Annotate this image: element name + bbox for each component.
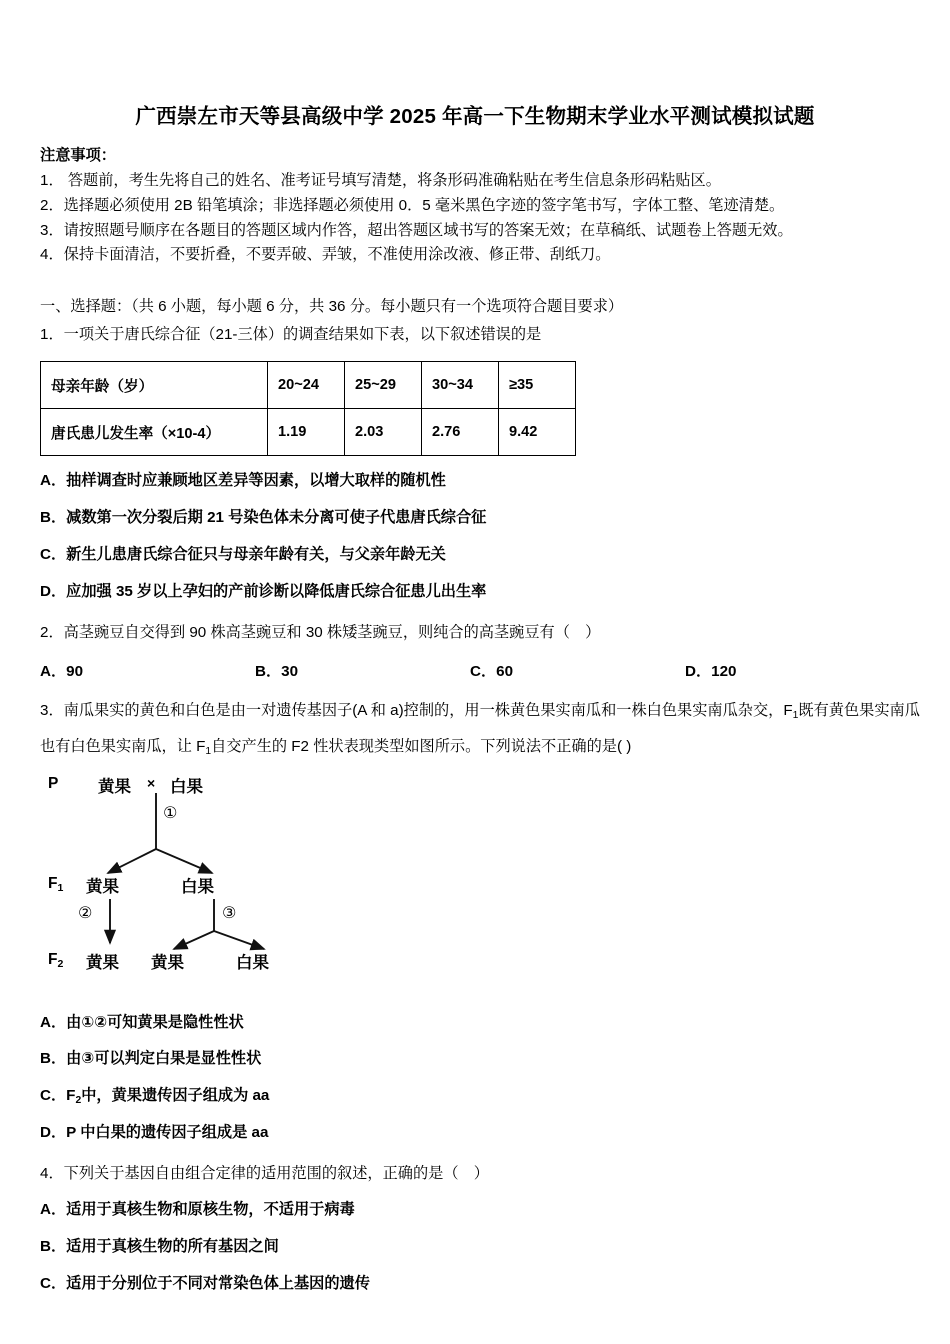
question-3-number: 3． <box>40 702 64 720</box>
table-cell: ≥35 <box>499 362 576 409</box>
question-3-sub-1: 1 <box>792 710 799 722</box>
question-2-options <box>40 660 920 681</box>
table-cell: 9.42 <box>499 409 576 456</box>
question-3-text-line1a: 南瓜果实的黄色和白色是由一对遗传基因子(A 和 a)控制的，用一株黄色果实南瓜和一株白色果实南瓜杂交，F <box>63 702 793 720</box>
question-3-option-b: B．由③可以判定白果是显性性状 <box>40 1050 262 1068</box>
notice-item: 1． 答题前，考生先将自己的姓名、准考证号填写清楚，将条形码准确粘贴在考生信息条形码粘贴区。 <box>40 172 721 190</box>
table-row-label: 唐氏患儿发生率（×10-4） <box>41 409 268 456</box>
f2-yellow-fruit-label-left: 黄果 <box>86 953 119 972</box>
question-2-option-d: D．120 <box>685 663 737 681</box>
generation-label-p: P <box>48 774 59 792</box>
notice-item: 3．请按照题号顺序在各题目的答题区域内作答，超出答题区域书写的答案无效；在草稿纸、试题卷上答题无效。 <box>40 221 793 239</box>
genetic-cross-diagram <box>46 771 406 986</box>
notice-heading: 注意事项： <box>40 146 116 164</box>
question-4-option-b: B．适用于真核生物的所有基因之间 <box>40 1238 279 1256</box>
notice-block <box>0 144 950 268</box>
f2-white-fruit-label: 白果 <box>236 953 269 972</box>
question-1-option-a: A．抽样调查时应兼顾地区差异等因素，以增大取样的随机性 <box>40 472 446 490</box>
question-3-option-d: D．P 中白果的遗传因子组成是 aa <box>40 1123 269 1141</box>
table-cell: 25~29 <box>345 362 422 409</box>
step-1-circled-number: ① <box>163 804 178 822</box>
page-title: 广西崇左市天等县高级中学 2025 年高一下生物期末学业水平测试模拟试题 <box>135 105 815 128</box>
section-heading: 一、选择题：（共 6 小题，每小题 6 分，共 36 分。每小题只有一个选项符合题目要求） <box>40 297 624 315</box>
table-cell: 2.03 <box>345 409 422 456</box>
question-3-option-c-sub: 2 <box>75 1095 82 1107</box>
question-2-option-a: A．90 <box>40 663 84 681</box>
question-4-text: 下列关于基因自由组合定律的适用范围的叙述，正确的是（ ） <box>63 1164 489 1182</box>
question-1-number: 1． <box>40 326 64 344</box>
notice-item: 4．保持卡面清洁，不要折叠，不要弄破、弄皱，不准使用涂改液、修正带、刮纸刀。 <box>40 246 611 264</box>
question-4-option-a: A．适用于真核生物和原核生物，不适用于病毒 <box>40 1201 355 1219</box>
question-1-stem <box>40 323 920 347</box>
question-2-option-b: B．30 <box>255 663 299 681</box>
cross-symbol: × <box>147 774 156 791</box>
f2-yellow-fruit-label-mid: 黄果 <box>151 953 184 972</box>
table-row <box>41 362 576 409</box>
step-3-circled-number: ③ <box>222 904 237 922</box>
question-3-option-c-prefix: C．F <box>40 1087 76 1105</box>
f1-white-fruit-label: 白果 <box>181 877 214 896</box>
generation-label-f2: $F_2$ <box>48 950 64 970</box>
question-3-option-a: A．由①②可知黄果是隐性性状 <box>40 1013 244 1031</box>
question-3-option-c <box>40 1085 920 1108</box>
questions-content <box>0 295 950 1296</box>
question-3-stem <box>40 693 920 764</box>
question-2-stem <box>40 621 920 645</box>
p-yellow-fruit-label: 黄果 <box>98 777 131 796</box>
f1-yellow-fruit-label: 黄果 <box>86 877 119 896</box>
question-3-option-c-suffix: 中，黄果遗传因子组成为 aa <box>81 1087 270 1105</box>
p-white-fruit-label: 白果 <box>170 777 203 796</box>
question-2-number: 2． <box>40 623 64 641</box>
downs-syndrome-data-table <box>40 361 576 456</box>
question-2-option-c: C．60 <box>470 663 514 681</box>
question-2-text: 高茎豌豆自交得到 90 株高茎豌豆和 30 株矮茎豌豆，则纯合的高茎豌豆有（ ） <box>63 623 601 641</box>
table-row <box>41 409 576 456</box>
table-cell: 30~34 <box>422 362 499 409</box>
question-3-text-line2b: 自交产生的 F2 性状表现类型如图所示。下列说法不正确的是( ) <box>211 737 632 755</box>
table-cell: 1.19 <box>268 409 345 456</box>
question-4-option-c: C．适用于分别位于不同对常染色体上基因的遗传 <box>40 1274 370 1292</box>
generation-label-f1: $F_1$ <box>48 874 64 894</box>
question-4-stem <box>40 1162 920 1186</box>
question-1-option-c: C．新生儿患唐氏综合征只与母亲年龄有关，与父亲年龄无关 <box>40 545 446 563</box>
question-1-option-b: B．减数第一次分裂后期 21 号染色体未分离可使子代患唐氏综合征 <box>40 509 487 527</box>
notice-item: 2．选择题必须使用 2B 铅笔填涂；非选择题必须使用 0．5 毫米黑色字迹的签字笔书写，字体工整、笔迹清楚。 <box>40 196 785 214</box>
question-1-option-d: D．应加强 35 岁以上孕妇的产前诊断以降低唐氏综合征患儿出生率 <box>40 582 487 600</box>
step-2-circled-number: ② <box>78 904 93 922</box>
question-1-text: 一项关于唐氏综合征（21-三体）的调查结果如下表，以下叙述错误的是 <box>63 326 542 344</box>
question-3-sub-2: 1 <box>205 745 212 757</box>
question-3-text-line2a: 有黄色果实南瓜也有白色果实南瓜，让 F <box>40 702 920 755</box>
table-cell: 2.76 <box>422 409 499 456</box>
table-row-label: 母亲年龄（岁） <box>41 362 268 409</box>
question-3-text-line1b: 既 <box>798 702 814 720</box>
question-4-number: 4． <box>40 1164 64 1182</box>
table-cell: 20~24 <box>268 362 345 409</box>
